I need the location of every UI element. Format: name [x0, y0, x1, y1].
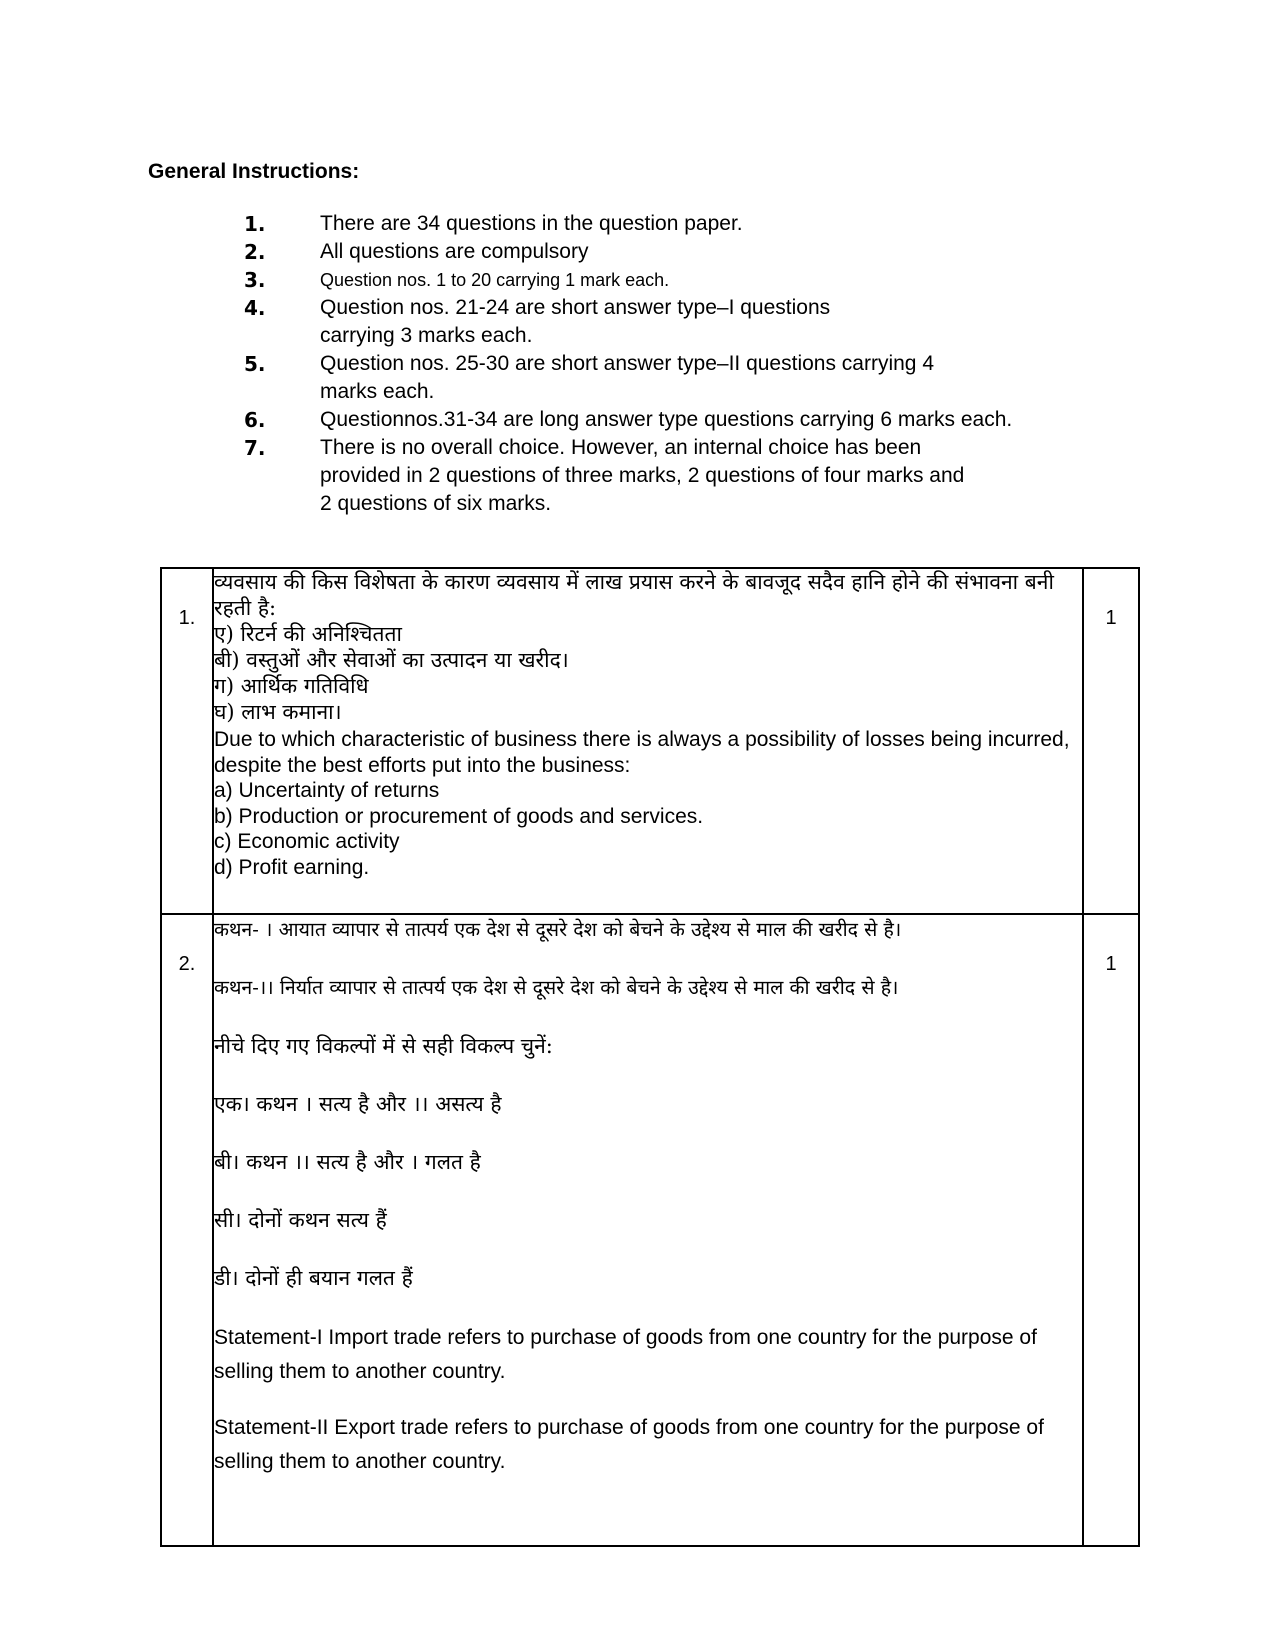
instruction-number: 7. [244, 436, 266, 460]
option-english: b) Production or procurement of goods and services. [214, 804, 704, 828]
question-row [161, 568, 1139, 914]
option-hindi: ग) आर्थिक गतिविधि [214, 674, 369, 698]
instruction-text: Question nos. 25-30 are short answer type–II questions carrying 4 marks each. [320, 352, 935, 403]
question-row [161, 914, 1139, 1546]
option-hindi: बी। कथन ।। सत्य है और । गलत है [214, 1150, 481, 1174]
instruction-text: Question nos. 1 to 20 carrying 1 mark each. [320, 270, 670, 290]
question-text-hindi: व्यवसाय की किस विशेषता के कारण व्यवसाय में लाख प्रयास करने के बावजूद सदैव हानि होने की संभावना बनी रहती है: [214, 570, 1054, 620]
option-hindi: ए) रिटर्न की अनिश्चितता [214, 622, 402, 646]
question-marks: 1 [1083, 914, 1139, 1546]
instruction-item [244, 210, 1104, 238]
option-english: a) Uncertainty of returns [214, 779, 440, 802]
instruction-item [244, 406, 1104, 434]
instruction-text: Questionnos.31-34 are long answer type questions carrying 6 marks each. [320, 408, 1013, 431]
instruction-text: There are 34 questions in the question paper. [320, 212, 743, 235]
instruction-item [244, 294, 1104, 350]
instructions-heading: General Instructions: [148, 160, 360, 183]
instruction-item [244, 350, 1104, 406]
option-english: c) Economic activity [214, 830, 400, 853]
question-number: 1. [161, 568, 213, 914]
option-hindi: डी। दोनों ही बयान गलत हैं [214, 1266, 413, 1290]
instruction-text: All questions are compulsory [320, 240, 589, 263]
instruction-text: Question nos. 21-24 are short answer type–I questions carrying 3 marks each. [320, 296, 831, 347]
instruction-number: 3. [244, 268, 266, 292]
instruction-item [244, 238, 1104, 266]
option-hindi: घ) लाभ कमाना। [214, 700, 342, 724]
question-number: 2. [161, 914, 213, 1546]
instruction-item [244, 434, 1104, 518]
instruction-number: 6. [244, 408, 266, 432]
question-content [213, 914, 1083, 1546]
instructions-list [244, 210, 1104, 518]
option-hindi: बी) वस्तुओं और सेवाओं का उत्पादन या खरीद। [214, 648, 569, 672]
instruction-number: 5. [244, 352, 266, 376]
question-marks: 1 [1083, 568, 1139, 914]
question-text-english: Due to which characteristic of business there is always a possibility of losses being incurred, despite the best efforts put into the business: [214, 728, 1070, 777]
instruction-hindi: नीचे दिए गए विकल्पों में से सही विकल्प चुनें: [214, 1034, 553, 1058]
statement-hindi: कथन-।। निर्यात व्यापार से तात्पर्य एक देश से दूसरे देश को बेचने के उद्देश्य से माल की खरीद से है। [214, 976, 899, 999]
instruction-number: 4. [244, 296, 266, 320]
questions-table [160, 567, 1140, 1547]
option-hindi: सी। दोनों कथन सत्य हैं [214, 1208, 387, 1232]
instruction-number: 2. [244, 240, 266, 264]
option-hindi: एक। कथन । सत्य है और ।। असत्य है [214, 1092, 502, 1116]
instruction-number: 1. [244, 212, 266, 236]
statement-english: Statement-I Import trade refers to purchase of goods from one country for the purpose of selling them to another country. [214, 1326, 1037, 1383]
statement-hindi: कथन- । आयात व्यापार से तात्पर्य एक देश से दूसरे देश को बेचने के उद्देश्य से माल की खरीद से है। [214, 918, 902, 941]
instruction-text: There is no overall choice. However, an internal choice has been provided in 2 questions of three marks, 2 questions of four marks and 2 questions of six marks. [320, 436, 965, 515]
statement-english: Statement-II Export trade refers to purchase of goods from one country for the purpose of selling them to another country. [214, 1416, 1044, 1473]
instruction-item [244, 266, 1104, 294]
option-english: d) Profit earning. [214, 855, 370, 879]
question-content [213, 568, 1083, 914]
